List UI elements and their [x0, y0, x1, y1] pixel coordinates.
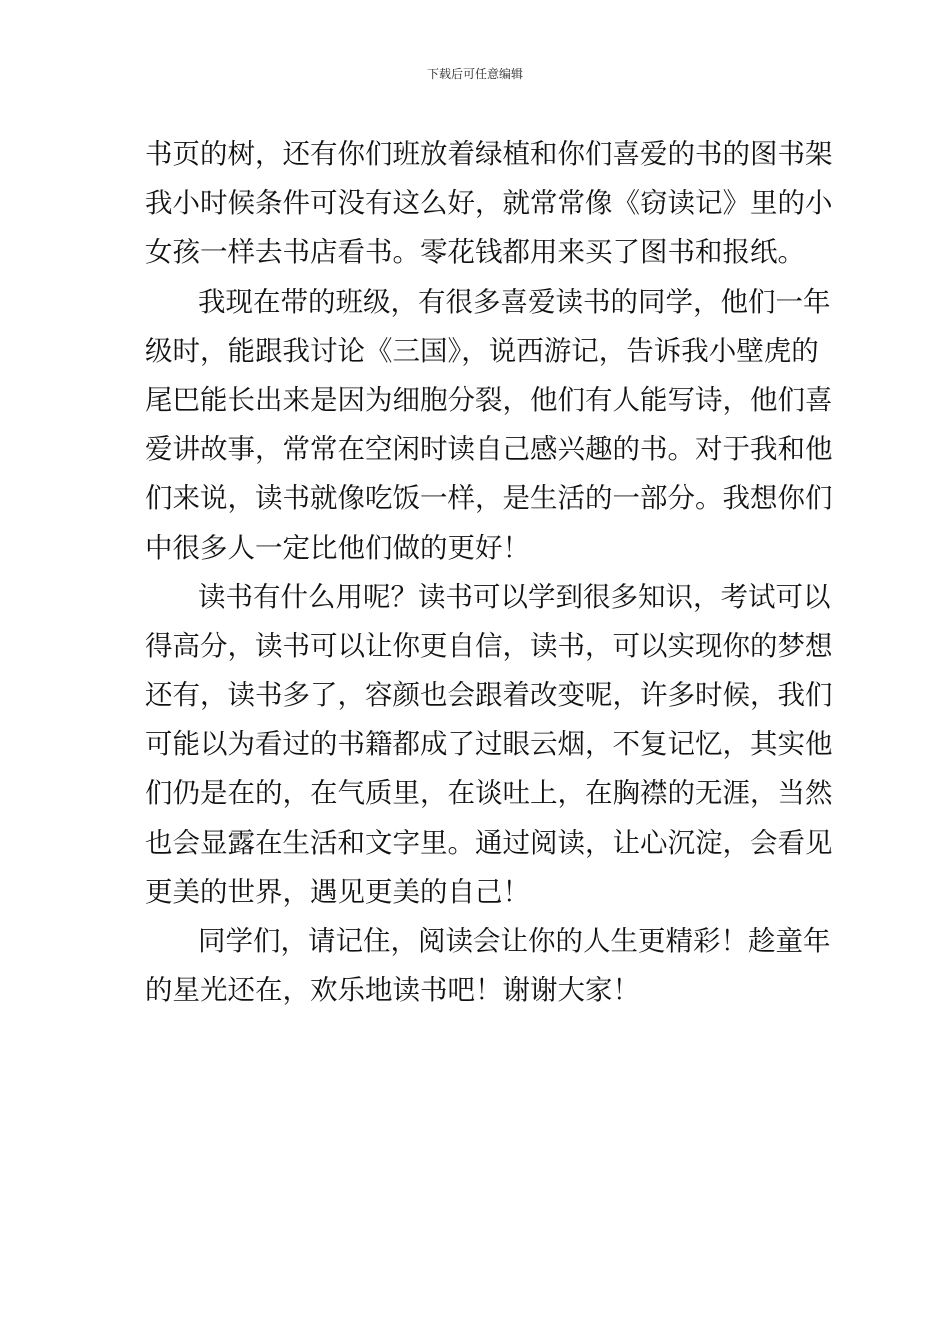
- text-line: 级时，能跟我讨论《三国》，说西游记，告诉我小壁虎的: [145, 334, 819, 367]
- text-line: 同学们，请记住，阅读会让你的人生更精彩！趁童年: [198, 925, 831, 957]
- document-body: [145, 130, 833, 1015]
- text-line: 我现在带的班级，有很多喜爱读书的同学，他们一年: [198, 285, 831, 318]
- text-line: 的星光还在，欢乐地读书吧！谢谢大家！: [145, 974, 640, 1007]
- text-line: 我小时候条件可没有这么好，就常常像《窃读记》里的小: [145, 187, 833, 220]
- text-line: 们来说，读书就像吃饭一样，是生活的一部分。我想你们: [145, 482, 833, 515]
- text-line: 还有，读书多了，容颜也会跟着改变呢，许多时候，我们: [145, 679, 833, 712]
- text-line: 读书有什么用呢？读书可以学到很多知识，考试可以: [198, 580, 831, 613]
- text-line: 更美的世界，遇见更美的自己！: [145, 875, 530, 908]
- text-line: 中很多人一定比他们做的更好！: [145, 531, 530, 564]
- text-line: 女孩一样去书店看书。零花钱都用来买了图书和报纸。: [145, 236, 805, 269]
- text-line: 书页的树，还有你们班放着绿植和你们喜爱的书的图书架: [145, 138, 833, 170]
- text-line: 爱讲故事，常常在空闲时读自己感兴趣的书。对于我和他: [145, 433, 833, 466]
- text-line: 尾巴能长出来是因为细胞分裂，他们有人能写诗，他们喜: [145, 383, 833, 416]
- text-line: 也会显露在生活和文字里。通过阅读，让心沉淀，会看见: [145, 826, 833, 859]
- page-header-note: 下载后可任意编辑: [426, 67, 523, 81]
- text-line: 们仍是在的，在气质里，在谈吐上，在胸襟的无涯，当然: [145, 777, 833, 810]
- text-line: 得高分，读书可以让你更自信，读书，可以实现你的梦想: [145, 629, 833, 662]
- text-line: 可能以为看过的书籍都成了过眼云烟，不复记忆，其实他: [145, 728, 833, 761]
